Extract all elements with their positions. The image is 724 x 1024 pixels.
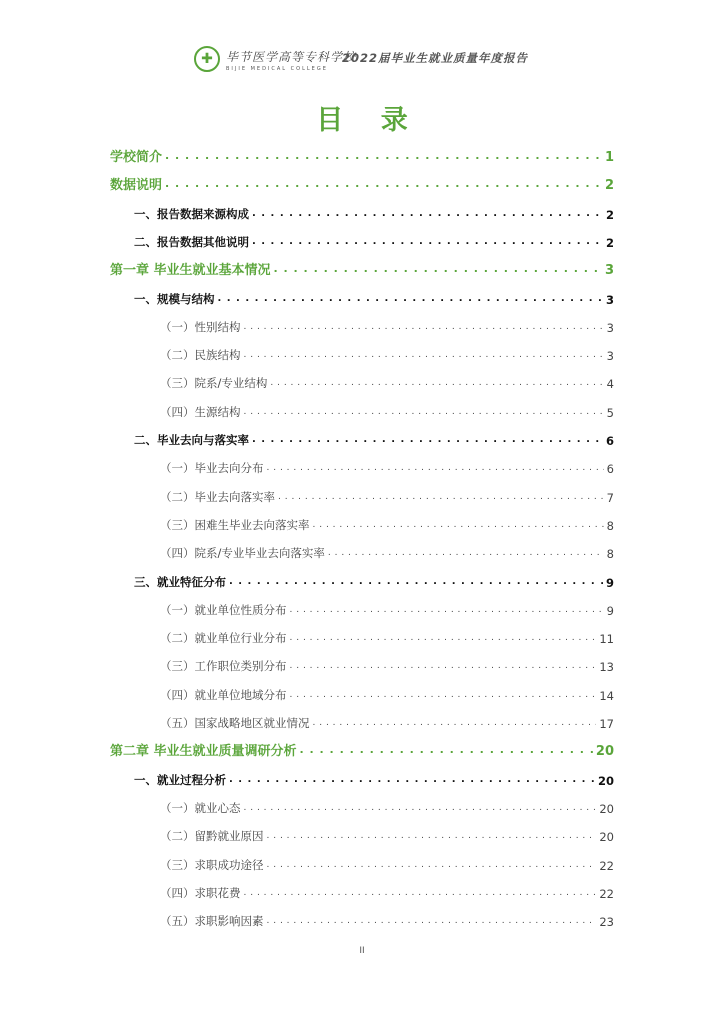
toc-entry[interactable]	[110, 909, 614, 929]
toc-dot-leader	[278, 485, 604, 505]
toc-entry-page: 20	[599, 801, 614, 816]
toc-entry-page: 9	[605, 575, 614, 590]
toc-dot-leader	[328, 541, 604, 561]
toc-dot-leader	[313, 513, 604, 533]
toc-dot-leader	[165, 173, 602, 193]
toc-entry-page: 20	[599, 830, 614, 845]
toc-entry-title: 三、就业特征分布	[134, 574, 226, 589]
toc-dot-leader	[244, 315, 604, 335]
toc-entry-title: 二、报告数据其他说明	[134, 234, 249, 249]
toc-entry-page: 22	[599, 858, 614, 873]
toc-entry[interactable]	[110, 654, 614, 674]
college-emblem-icon: ✚	[194, 46, 220, 72]
toc-entry[interactable]	[110, 343, 614, 363]
toc-dot-leader	[229, 768, 595, 788]
toc-dot-leader	[267, 456, 604, 476]
toc-entry-page: 2	[605, 235, 614, 250]
toc-entry-title: 一、规模与结构	[134, 291, 215, 306]
toc-entry-page: 8	[606, 518, 614, 533]
toc-dot-leader	[252, 230, 603, 250]
toc-entry-title: 第二章 毕业生就业质量调研分析	[110, 744, 297, 760]
toc-entry-page: 3	[606, 349, 614, 364]
toc-entry-title: （三）工作职位类别分布	[160, 659, 287, 674]
toc-dot-leader	[270, 371, 603, 391]
school-name-en: BIJIE MEDICAL COLLEGE	[226, 66, 328, 72]
toc-entry-page: 7	[606, 490, 614, 505]
toc-dot-leader	[244, 796, 597, 816]
toc-entry-page: 9	[606, 603, 614, 618]
toc-entry-title: （四）就业单位地域分布	[160, 687, 287, 702]
toc-entry[interactable]	[110, 371, 614, 391]
toc-entry[interactable]	[110, 287, 614, 307]
toc-entry[interactable]	[110, 145, 614, 165]
school-name-cn: 毕节医学高等专科学校	[226, 50, 357, 64]
toc-entry[interactable]	[110, 796, 614, 816]
toc-dot-leader	[252, 202, 603, 222]
toc-entry[interactable]	[110, 485, 614, 505]
toc-entry[interactable]	[110, 400, 614, 420]
toc-entry[interactable]	[110, 824, 614, 844]
report-title: 2022届毕业生就业质量年度报告	[342, 51, 529, 65]
toc-dot-leader	[218, 287, 603, 307]
page-header	[194, 44, 534, 78]
toc-entry[interactable]	[110, 853, 614, 873]
toc-entry-title: （三）院系/专业结构	[160, 376, 268, 391]
toc-entry-title: （三）求职成功途径	[160, 857, 264, 872]
toc-entry-title: （四）生源结构	[160, 404, 241, 419]
toc-entry-page: 2	[605, 207, 614, 222]
toc-entry-title: （二）毕业去向落实率	[160, 489, 275, 504]
toc-entry[interactable]	[110, 881, 614, 901]
toc-entry[interactable]	[110, 230, 614, 250]
toc-dot-leader	[290, 654, 597, 674]
toc-entry[interactable]	[110, 173, 614, 193]
toc-entry-title: （一）就业单位性质分布	[160, 602, 287, 617]
toc-entry-title: （四）院系/专业毕业去向落实率	[160, 546, 325, 561]
toc-entry-page: 22	[599, 886, 614, 901]
page-number: II	[359, 946, 365, 956]
toc-entry-title: 学校简介	[110, 150, 163, 165]
toc-entry-title: （五）求职影响因素	[160, 914, 264, 929]
toc-dot-leader	[290, 598, 604, 618]
toc-entry-title: 二、毕业去向与落实率	[134, 433, 249, 447]
toc-entry-title: （四）求职花费	[160, 885, 241, 900]
toc-entry-page: 2	[604, 178, 614, 194]
toc-entry-title: 第一章 毕业生就业基本情况	[110, 263, 271, 279]
toc-entry[interactable]	[110, 456, 614, 476]
toc-entry-page: 5	[606, 405, 614, 420]
toc-dot-leader	[290, 626, 597, 646]
toc-dot-leader	[300, 739, 593, 759]
toc-title: 目 录	[316, 105, 422, 136]
toc-entry-page: 20	[595, 744, 614, 760]
toc-entry[interactable]	[110, 570, 614, 590]
toc-entry[interactable]	[110, 428, 614, 448]
toc-entry-page: 14	[599, 688, 614, 703]
toc-dot-leader	[267, 853, 597, 873]
toc-entry-page: 8	[606, 547, 614, 562]
toc-entry-page: 1	[604, 150, 614, 165]
toc-dot-leader	[274, 258, 602, 278]
toc-entry-title: 数据说明	[110, 178, 163, 194]
toc-entry-page: 23	[599, 915, 614, 930]
toc-entry-title: 一、就业过程分析	[134, 772, 226, 787]
toc-entry[interactable]	[110, 202, 614, 222]
toc-entry-title: （二）民族结构	[160, 348, 241, 363]
toc-entry-page: 20	[597, 773, 614, 788]
toc-entry[interactable]	[110, 258, 614, 278]
toc-entry[interactable]	[110, 739, 614, 759]
toc-entry-title: （一）性别结构	[160, 319, 241, 334]
toc-dot-leader	[267, 824, 597, 844]
toc-dot-leader	[313, 711, 597, 731]
toc-entry-title: （五）国家战略地区就业情况	[160, 716, 310, 730]
toc-entry[interactable]	[110, 683, 614, 703]
toc-entry[interactable]	[110, 541, 614, 561]
toc-entry-page: 17	[599, 717, 614, 731]
toc-entry-title: （一）毕业去向分布	[160, 461, 264, 476]
toc-dot-leader	[290, 683, 597, 703]
toc-entry-page: 3	[605, 292, 614, 307]
toc-entry-page: 3	[604, 263, 614, 279]
toc-entry[interactable]	[110, 315, 614, 335]
toc-dot-leader	[244, 881, 597, 901]
toc-entry[interactable]	[110, 626, 614, 646]
toc-entry-title: （二）就业单位行业分布	[160, 631, 287, 646]
toc-entry[interactable]	[110, 768, 614, 788]
toc-dot-leader	[229, 570, 603, 590]
toc-entry-page: 3	[606, 320, 614, 335]
toc-entry[interactable]	[110, 598, 614, 618]
toc-entry-page: 4	[606, 377, 614, 392]
toc-dot-leader	[244, 400, 604, 420]
toc-dot-leader	[252, 428, 603, 448]
toc-dot-leader	[244, 343, 604, 363]
toc-entry-page: 6	[606, 462, 614, 477]
toc-entry[interactable]	[110, 711, 614, 731]
toc-entry-page: 11	[599, 632, 614, 647]
toc-entry-title: （二）留黔就业原因	[160, 829, 264, 844]
toc-entry-title: （三）困难生毕业去向落实率	[160, 517, 310, 532]
toc-entry-title: 一、报告数据来源构成	[134, 206, 249, 221]
toc-entry-page: 6	[605, 434, 614, 448]
toc-dot-leader	[165, 145, 602, 165]
toc-entry-title: （一）就业心态	[160, 800, 241, 815]
toc-dot-leader	[267, 909, 597, 929]
toc-entry[interactable]	[110, 513, 614, 533]
toc-entry-page: 13	[599, 660, 614, 675]
